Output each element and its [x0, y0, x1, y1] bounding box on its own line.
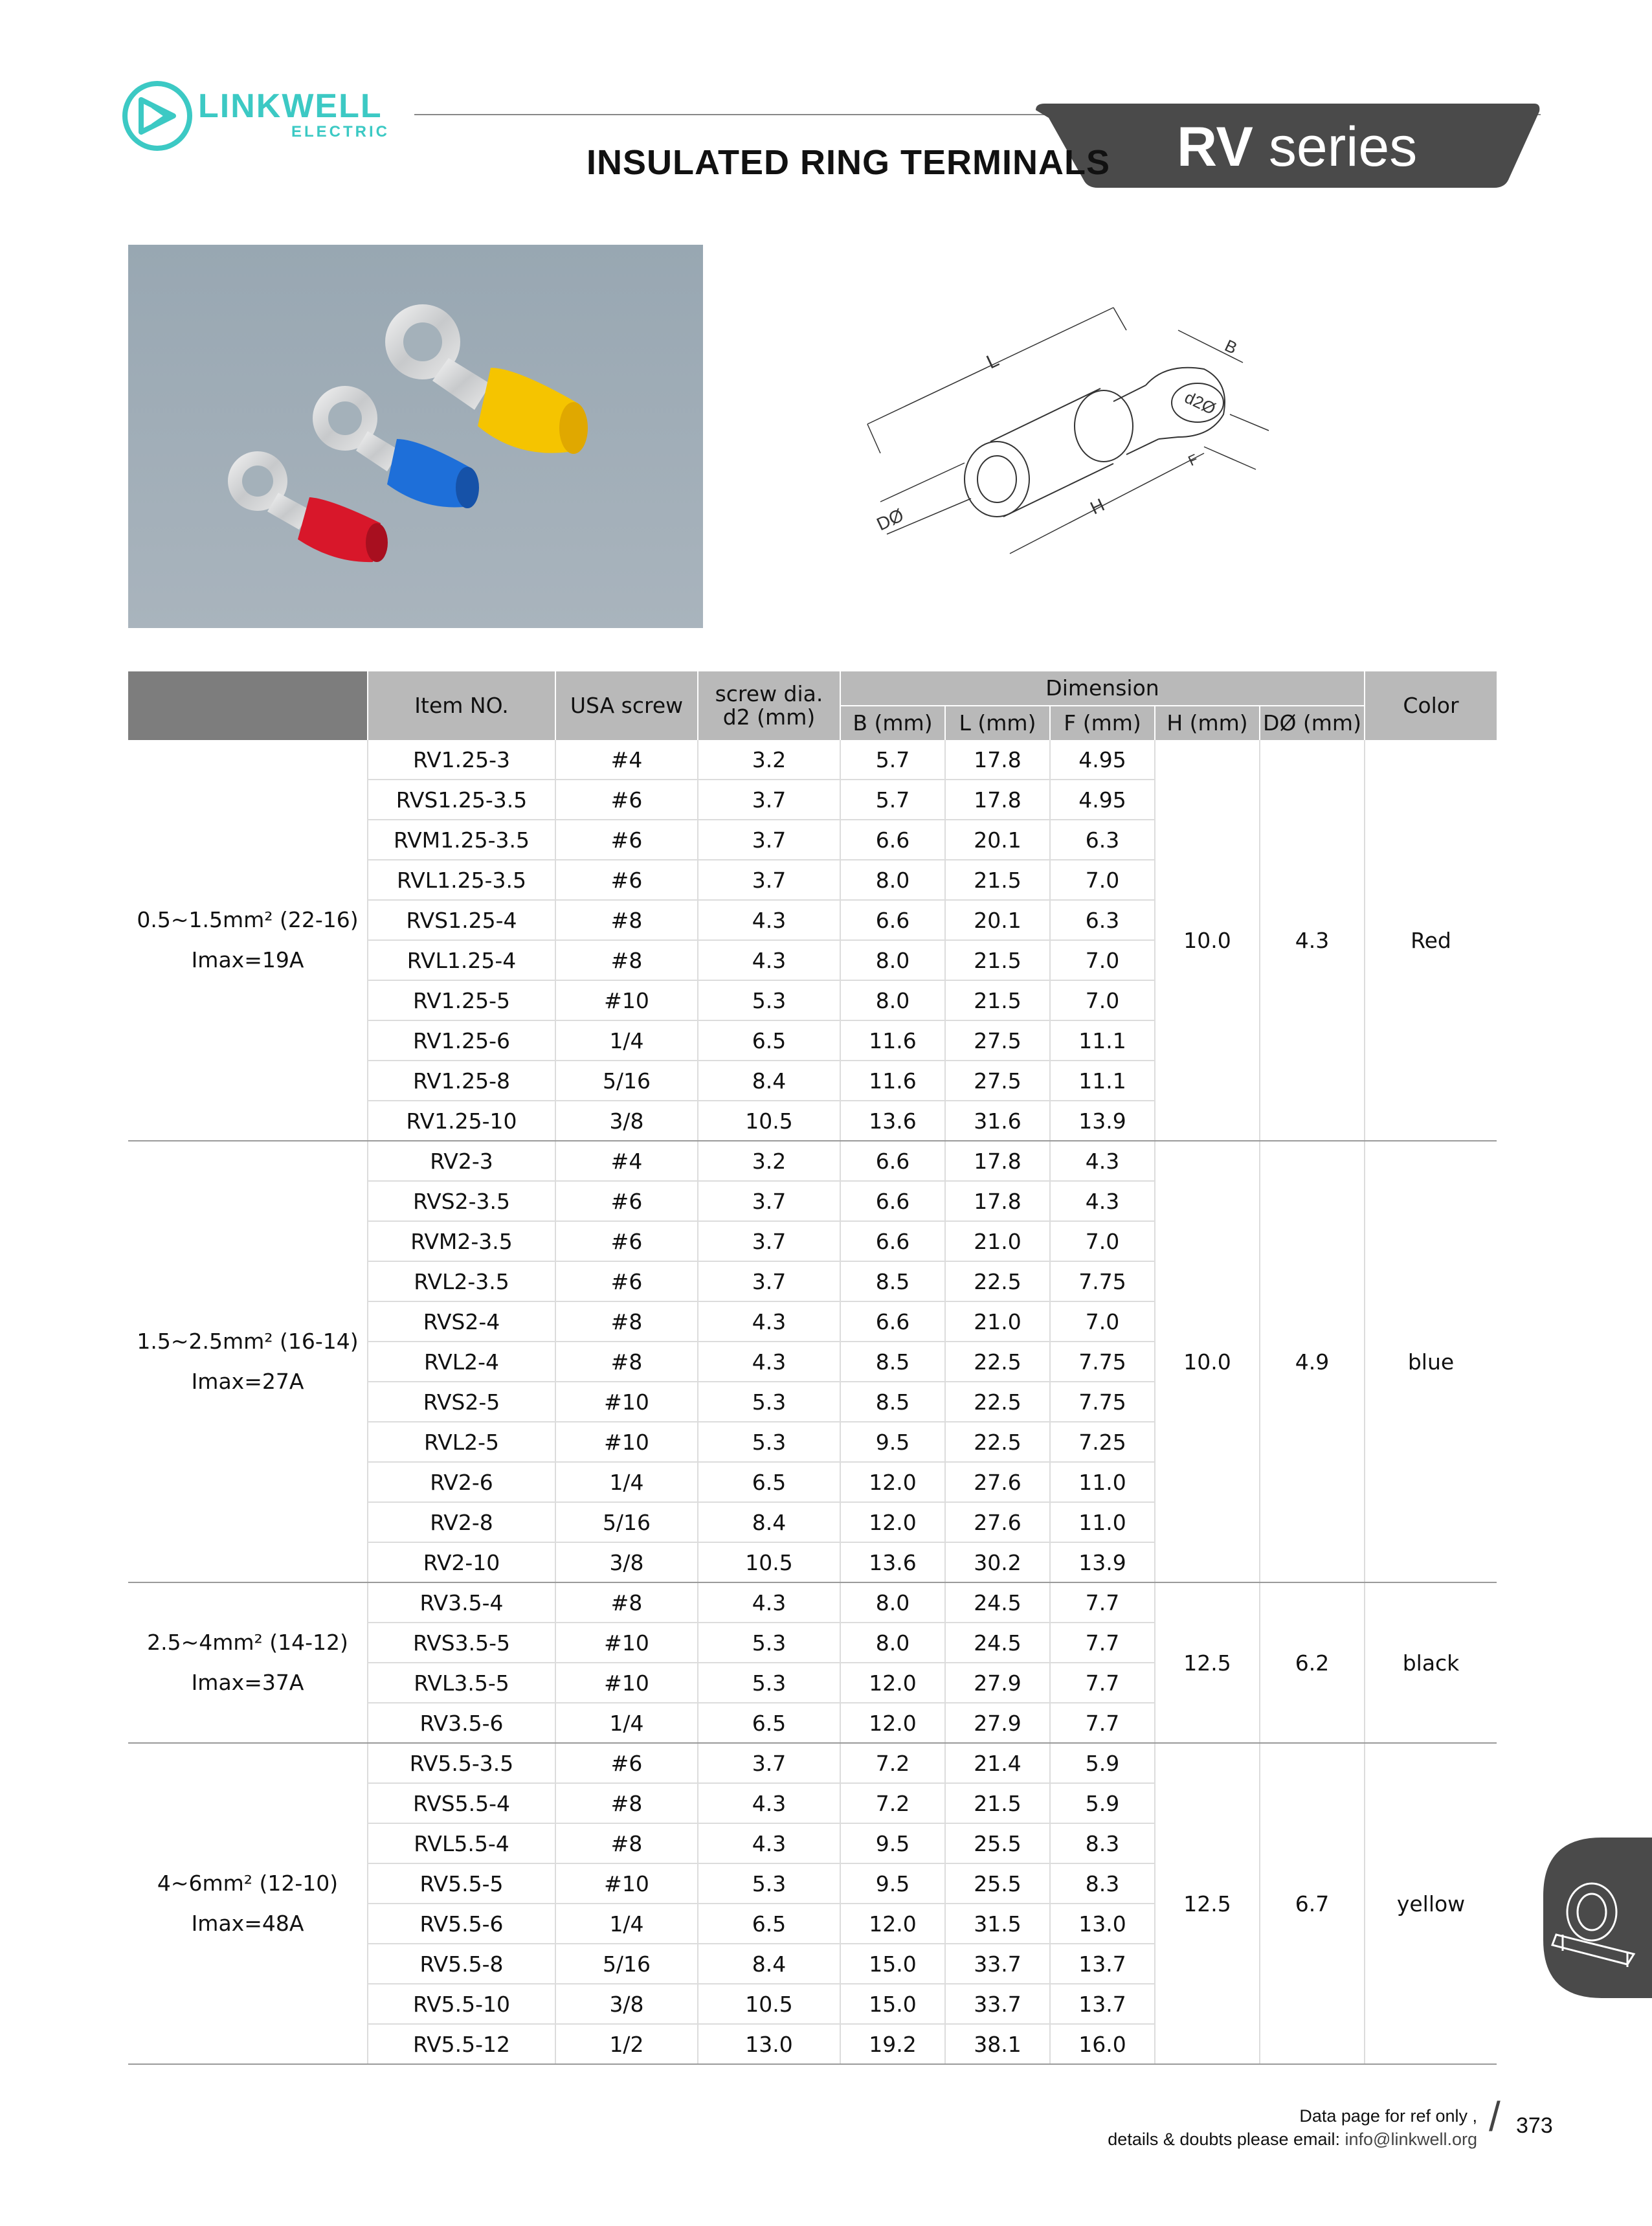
dim-f: 8.3 — [1050, 1823, 1155, 1863]
header-do: DØ (mm) — [1260, 706, 1365, 740]
wire-range: 0.5~1.5mm² (22-16) — [137, 907, 359, 932]
usa-screw: #8 — [555, 900, 698, 940]
dim-b: 5.7 — [840, 740, 945, 780]
dim-l: 17.8 — [945, 740, 1050, 780]
usa-screw: #4 — [555, 1141, 698, 1181]
dim-b: 6.6 — [840, 1141, 945, 1181]
item-no: RV1.25-5 — [368, 980, 555, 1020]
dim-f: 11.0 — [1050, 1502, 1155, 1542]
usa-screw: 1/4 — [555, 1462, 698, 1502]
dim-b: 11.6 — [840, 1061, 945, 1101]
dim-b: 15.0 — [840, 1984, 945, 2024]
item-no: RV1.25-6 — [368, 1020, 555, 1061]
item-no: RVS3.5-5 — [368, 1623, 555, 1663]
item-no: RVL2-4 — [368, 1342, 555, 1382]
label-do: DØ — [873, 504, 907, 535]
dim-f: 4.3 — [1050, 1181, 1155, 1221]
dimension-drawing — [842, 304, 1295, 563]
dim-b: 8.5 — [840, 1261, 945, 1301]
dim-l: 38.1 — [945, 2024, 1050, 2064]
screw-dia: 3.7 — [698, 1181, 840, 1221]
dim-f: 13.0 — [1050, 1904, 1155, 1944]
screw-dia: 8.4 — [698, 1061, 840, 1101]
header-d2: screw dia. d2 (mm) — [698, 671, 840, 740]
usa-screw: #6 — [555, 1743, 698, 1783]
item-no: RVL1.25-3.5 — [368, 860, 555, 900]
usa-screw: #6 — [555, 820, 698, 860]
page-title: INSULATED RING TERMINALS — [586, 143, 1110, 182]
item-no: RVL5.5-4 — [368, 1823, 555, 1863]
usa-screw: #6 — [555, 780, 698, 820]
dim-l: 33.7 — [945, 1944, 1050, 1984]
dim-h: 10.0 — [1155, 1141, 1260, 1582]
usa-screw: 5/16 — [555, 1502, 698, 1542]
dim-do: 4.9 — [1260, 1141, 1365, 1582]
usa-screw: 1/2 — [555, 2024, 698, 2064]
item-no: RVL2-3.5 — [368, 1261, 555, 1301]
screw-dia: 4.3 — [698, 1783, 840, 1823]
dim-l: 22.5 — [945, 1261, 1050, 1301]
imax: Imax=37A — [191, 1670, 304, 1695]
item-no: RVS2-3.5 — [368, 1181, 555, 1221]
wire-range-cell — [128, 1141, 368, 1582]
dim-f: 11.1 — [1050, 1020, 1155, 1061]
header-b: B (mm) — [840, 706, 945, 740]
usa-screw: #8 — [555, 1783, 698, 1823]
header-f: F (mm) — [1050, 706, 1155, 740]
item-no: RVS2-5 — [368, 1382, 555, 1422]
dim-b: 8.0 — [840, 1582, 945, 1623]
screw-dia: 4.3 — [698, 900, 840, 940]
dim-f: 7.7 — [1050, 1623, 1155, 1663]
screw-dia: 5.3 — [698, 1863, 840, 1904]
item-no: RVS1.25-3.5 — [368, 780, 555, 820]
dim-l: 17.8 — [945, 1141, 1050, 1181]
header-dimension: Dimension — [840, 671, 1365, 706]
usa-screw: 3/8 — [555, 1101, 698, 1141]
dim-f: 6.3 — [1050, 820, 1155, 860]
item-no: RV2-8 — [368, 1502, 555, 1542]
screw-dia: 10.5 — [698, 1101, 840, 1141]
dim-l: 21.0 — [945, 1301, 1050, 1342]
label-f: F — [1185, 451, 1201, 469]
dim-l: 25.5 — [945, 1863, 1050, 1904]
dim-b: 15.0 — [840, 1944, 945, 1984]
usa-screw: 3/8 — [555, 1984, 698, 2024]
dim-l: 21.5 — [945, 860, 1050, 900]
item-no: RVS5.5-4 — [368, 1783, 555, 1823]
linkwell-logo-icon — [122, 80, 193, 152]
screw-dia: 8.4 — [698, 1502, 840, 1542]
usa-screw: #10 — [555, 1623, 698, 1663]
dim-f: 7.75 — [1050, 1342, 1155, 1382]
usa-screw: 1/4 — [555, 1904, 698, 1944]
item-no: RVL2-5 — [368, 1422, 555, 1462]
side-tab — [1543, 1838, 1652, 1998]
usa-screw: 5/16 — [555, 1061, 698, 1101]
usa-screw: #8 — [555, 1342, 698, 1382]
page-number: 373 — [1516, 2113, 1553, 2138]
imax: Imax=27A — [191, 1369, 304, 1394]
dim-f: 7.0 — [1050, 980, 1155, 1020]
label-d2: d2Ø — [1181, 387, 1219, 419]
dim-l: 22.5 — [945, 1422, 1050, 1462]
usa-screw: #10 — [555, 1382, 698, 1422]
screw-dia: 3.7 — [698, 1261, 840, 1301]
screw-dia: 4.3 — [698, 1582, 840, 1623]
dim-l: 24.5 — [945, 1582, 1050, 1623]
footer-note — [1108, 2104, 1477, 2151]
dim-do: 6.2 — [1260, 1582, 1365, 1743]
brand-logo — [122, 79, 394, 157]
table-row — [128, 1582, 1497, 1623]
dim-l: 24.5 — [945, 1623, 1050, 1663]
spec-body — [128, 740, 1497, 2064]
screw-dia: 4.3 — [698, 1342, 840, 1382]
item-no: RVL1.25-4 — [368, 940, 555, 980]
dim-l: 17.8 — [945, 780, 1050, 820]
screw-dia: 4.3 — [698, 1823, 840, 1863]
brand-sub: ELECTRIC — [291, 123, 390, 141]
table-row — [128, 1743, 1497, 1783]
dim-b: 6.6 — [840, 900, 945, 940]
screw-dia: 6.5 — [698, 1904, 840, 1944]
dim-b: 6.6 — [840, 820, 945, 860]
dim-b: 5.7 — [840, 780, 945, 820]
usa-screw: #10 — [555, 1863, 698, 1904]
wire-range-cell — [128, 1582, 368, 1743]
brand-name: LINKWELL — [198, 87, 383, 125]
dim-b: 8.0 — [840, 940, 945, 980]
usa-screw: 1/4 — [555, 1020, 698, 1061]
item-no: RV2-6 — [368, 1462, 555, 1502]
item-no: RV5.5-10 — [368, 1984, 555, 2024]
dim-f: 7.0 — [1050, 1301, 1155, 1342]
dim-f: 7.0 — [1050, 1221, 1155, 1261]
dim-do: 6.7 — [1260, 1743, 1365, 2064]
wire-range: 4~6mm² (12-10) — [157, 1871, 339, 1896]
dim-f: 5.9 — [1050, 1783, 1155, 1823]
usa-screw: #6 — [555, 1261, 698, 1301]
dim-b: 8.0 — [840, 980, 945, 1020]
dim-l: 27.9 — [945, 1663, 1050, 1703]
usa-screw: #6 — [555, 860, 698, 900]
header-color: Color — [1365, 671, 1497, 740]
dim-l: 20.1 — [945, 820, 1050, 860]
header-usa: USA screw — [555, 671, 698, 740]
screw-dia: 5.3 — [698, 1623, 840, 1663]
dim-l: 33.7 — [945, 1984, 1050, 2024]
dim-f: 16.0 — [1050, 2024, 1155, 2064]
item-no: RVS1.25-4 — [368, 900, 555, 940]
dim-l: 27.6 — [945, 1462, 1050, 1502]
dim-f: 7.75 — [1050, 1382, 1155, 1422]
dim-b: 6.6 — [840, 1181, 945, 1221]
dim-b: 13.6 — [840, 1542, 945, 1582]
usa-screw: 3/8 — [555, 1542, 698, 1582]
footer-email-link[interactable]: info@linkwell.org — [1345, 2130, 1477, 2149]
screw-dia: 6.5 — [698, 1703, 840, 1743]
usa-screw: #4 — [555, 740, 698, 780]
dim-f: 7.0 — [1050, 940, 1155, 980]
dim-do: 4.3 — [1260, 740, 1365, 1141]
dim-f: 8.3 — [1050, 1863, 1155, 1904]
screw-dia: 6.5 — [698, 1020, 840, 1061]
usa-screw: #10 — [555, 980, 698, 1020]
item-no: RVM1.25-3.5 — [368, 820, 555, 860]
screw-dia: 5.3 — [698, 1382, 840, 1422]
dim-h: 10.0 — [1155, 740, 1260, 1141]
dim-b: 7.2 — [840, 1743, 945, 1783]
dim-b: 12.0 — [840, 1703, 945, 1743]
item-no: RV1.25-8 — [368, 1061, 555, 1101]
screw-dia: 6.5 — [698, 1462, 840, 1502]
screw-dia: 3.7 — [698, 1743, 840, 1783]
footer-line2: details & doubts please email: info@linkwell.org — [1108, 2130, 1477, 2149]
dim-b: 6.6 — [840, 1301, 945, 1342]
dim-l: 27.5 — [945, 1061, 1050, 1101]
dim-f: 13.9 — [1050, 1101, 1155, 1141]
screw-dia: 3.2 — [698, 740, 840, 780]
dim-f: 11.1 — [1050, 1061, 1155, 1101]
dim-b: 12.0 — [840, 1904, 945, 1944]
usa-screw: #8 — [555, 1301, 698, 1342]
header-blank — [128, 671, 368, 740]
header-l: L (mm) — [945, 706, 1050, 740]
screw-dia: 3.7 — [698, 1221, 840, 1261]
dim-f: 4.95 — [1050, 740, 1155, 780]
item-no: RV1.25-10 — [368, 1101, 555, 1141]
dim-l: 27.9 — [945, 1703, 1050, 1743]
dim-b: 12.0 — [840, 1462, 945, 1502]
dim-f: 7.75 — [1050, 1261, 1155, 1301]
item-no: RV5.5-5 — [368, 1863, 555, 1904]
item-no: RV2-3 — [368, 1141, 555, 1181]
dim-l: 21.5 — [945, 980, 1050, 1020]
screw-dia: 3.7 — [698, 780, 840, 820]
dim-f: 7.7 — [1050, 1663, 1155, 1703]
dim-b: 11.6 — [840, 1020, 945, 1061]
item-no: RV3.5-6 — [368, 1703, 555, 1743]
dim-b: 9.5 — [840, 1823, 945, 1863]
screw-dia: 5.3 — [698, 1422, 840, 1462]
dim-f: 7.25 — [1050, 1422, 1155, 1462]
usa-screw: 1/4 — [555, 1703, 698, 1743]
item-no: RV5.5-6 — [368, 1904, 555, 1944]
dim-l: 22.5 — [945, 1342, 1050, 1382]
dim-l: 17.8 — [945, 1181, 1050, 1221]
dim-b: 9.5 — [840, 1863, 945, 1904]
dim-f: 7.7 — [1050, 1703, 1155, 1743]
item-no: RV5.5-8 — [368, 1944, 555, 1984]
dim-l: 27.6 — [945, 1502, 1050, 1542]
footer-slash: / — [1489, 2093, 1501, 2140]
dim-b: 7.2 — [840, 1783, 945, 1823]
screw-dia: 3.2 — [698, 1141, 840, 1181]
usa-screw: #6 — [555, 1221, 698, 1261]
imax: Imax=48A — [191, 1911, 304, 1936]
color-cell: yellow — [1365, 1743, 1497, 2064]
dim-l: 20.1 — [945, 900, 1050, 940]
dim-b: 8.0 — [840, 860, 945, 900]
dim-f: 13.7 — [1050, 1944, 1155, 1984]
screw-dia: 3.7 — [698, 860, 840, 900]
wire-range: 1.5~2.5mm² (16-14) — [137, 1329, 359, 1354]
usa-screw: #8 — [555, 1823, 698, 1863]
dim-l: 30.2 — [945, 1542, 1050, 1582]
dim-l: 21.5 — [945, 940, 1050, 980]
wire-range: 2.5~4mm² (14-12) — [147, 1630, 348, 1655]
usa-screw: 5/16 — [555, 1944, 698, 1984]
dim-b: 9.5 — [840, 1422, 945, 1462]
screw-dia: 3.7 — [698, 820, 840, 860]
dim-b: 8.5 — [840, 1382, 945, 1422]
item-no: RV5.5-3.5 — [368, 1743, 555, 1783]
product-photo — [128, 245, 703, 628]
screw-dia: 10.5 — [698, 1984, 840, 2024]
dim-l: 31.6 — [945, 1101, 1050, 1141]
color-cell: Red — [1365, 740, 1497, 1141]
dim-f: 4.3 — [1050, 1141, 1155, 1181]
imax: Imax=19A — [191, 947, 304, 972]
label-b: B — [1222, 335, 1240, 358]
dim-b: 8.5 — [840, 1342, 945, 1382]
dim-l: 21.0 — [945, 1221, 1050, 1261]
dim-l: 21.5 — [945, 1783, 1050, 1823]
item-no: RVM2-3.5 — [368, 1221, 555, 1261]
screw-dia: 5.3 — [698, 1663, 840, 1703]
usa-screw: #10 — [555, 1663, 698, 1703]
dim-h: 12.5 — [1155, 1743, 1260, 2064]
header-item: Item NO. — [368, 671, 555, 740]
label-h: H — [1087, 494, 1108, 519]
series-title: RV series — [1177, 116, 1418, 178]
screw-dia: 4.3 — [698, 1301, 840, 1342]
header-h: H (mm) — [1155, 706, 1260, 740]
dim-h: 12.5 — [1155, 1582, 1260, 1743]
dim-f: 7.7 — [1050, 1582, 1155, 1623]
dim-f: 13.9 — [1050, 1542, 1155, 1582]
screw-dia: 4.3 — [698, 940, 840, 980]
footer-line1: Data page for ref only , — [1299, 2106, 1477, 2126]
dim-l: 21.4 — [945, 1743, 1050, 1783]
dim-f: 5.9 — [1050, 1743, 1155, 1783]
spec-table — [128, 671, 1497, 2065]
screw-dia: 10.5 — [698, 1542, 840, 1582]
table-row — [128, 740, 1497, 780]
wire-range-cell — [128, 1743, 368, 2064]
dim-l: 31.5 — [945, 1904, 1050, 1944]
usa-screw: #8 — [555, 940, 698, 980]
item-no: RV5.5-12 — [368, 2024, 555, 2064]
usa-screw: #8 — [555, 1582, 698, 1623]
screw-dia: 8.4 — [698, 1944, 840, 1984]
color-cell: blue — [1365, 1141, 1497, 1582]
usa-screw: #10 — [555, 1422, 698, 1462]
table-row — [128, 1141, 1497, 1181]
dim-f: 13.7 — [1050, 1984, 1155, 2024]
item-no: RV3.5-4 — [368, 1582, 555, 1623]
item-no: RV1.25-3 — [368, 740, 555, 780]
dim-l: 22.5 — [945, 1382, 1050, 1422]
dim-f: 11.0 — [1050, 1462, 1155, 1502]
screw-dia: 13.0 — [698, 2024, 840, 2064]
dim-b: 12.0 — [840, 1502, 945, 1542]
dim-f: 7.0 — [1050, 860, 1155, 900]
item-no: RVL3.5-5 — [368, 1663, 555, 1703]
usa-screw: #6 — [555, 1181, 698, 1221]
dim-b: 12.0 — [840, 1663, 945, 1703]
dim-b: 6.6 — [840, 1221, 945, 1261]
dim-l: 25.5 — [945, 1823, 1050, 1863]
dim-b: 8.0 — [840, 1623, 945, 1663]
item-no: RV2-10 — [368, 1542, 555, 1582]
dim-b: 19.2 — [840, 2024, 945, 2064]
screw-dia: 5.3 — [698, 980, 840, 1020]
dim-b: 13.6 — [840, 1101, 945, 1141]
dim-l: 27.5 — [945, 1020, 1050, 1061]
dim-f: 4.95 — [1050, 780, 1155, 820]
label-l: L — [983, 349, 1003, 374]
wire-range-cell — [128, 740, 368, 1141]
color-cell: black — [1365, 1582, 1497, 1743]
dim-f: 6.3 — [1050, 900, 1155, 940]
item-no: RVS2-4 — [368, 1301, 555, 1342]
